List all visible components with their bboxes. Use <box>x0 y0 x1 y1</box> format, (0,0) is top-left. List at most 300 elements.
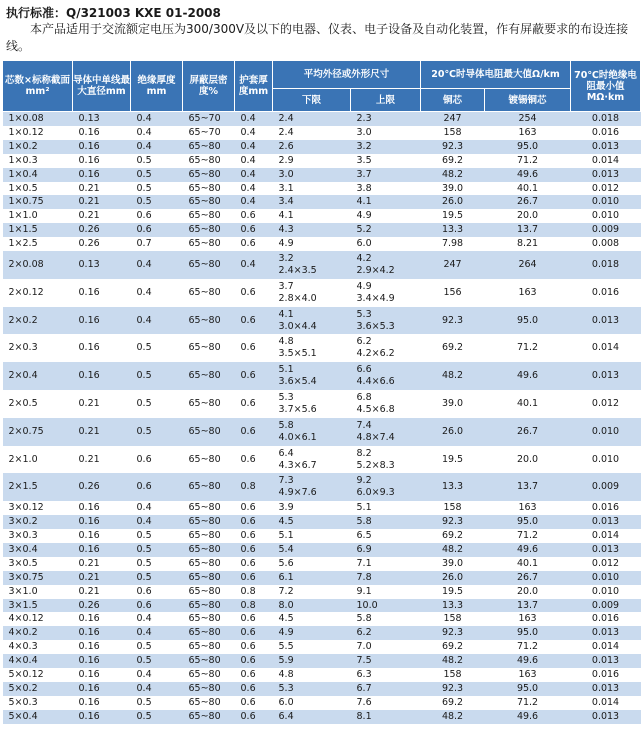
cell-dia: 0.21 <box>73 182 131 196</box>
cell-tcu: 95.0 <box>485 307 571 335</box>
cell-cu: 26.0 <box>421 195 485 209</box>
cell-ir: 0.016 <box>571 279 641 307</box>
cell-cu: 19.5 <box>421 585 485 599</box>
cell-shield: 65~80 <box>183 682 235 696</box>
cell-dia: 0.16 <box>73 140 131 154</box>
cell-up: 7.0 <box>351 640 421 654</box>
cell-spec: 4×0.3 <box>3 640 73 654</box>
cell-spec: 2×0.75 <box>3 418 73 446</box>
cell-dia: 0.16 <box>73 307 131 335</box>
cell-ir: 0.009 <box>571 223 641 237</box>
cell-low: 3.9 <box>273 501 351 515</box>
cell-ir: 0.016 <box>571 612 641 626</box>
table-row <box>3 473 641 501</box>
table-row <box>3 182 641 196</box>
cell-shield: 65~80 <box>183 182 235 196</box>
cell-low-flat: 3.6×5.4 <box>278 376 317 388</box>
cell-low: 4.9 <box>273 237 351 251</box>
cell-ins: 0.5 <box>131 557 183 571</box>
cell-cu: 48.2 <box>421 654 485 668</box>
cell-shield: 65~80 <box>183 612 235 626</box>
cell-sheath: 0.6 <box>235 223 273 237</box>
cell-dia: 0.16 <box>73 501 131 515</box>
table-row <box>3 612 641 626</box>
cell-spec: 1×2.5 <box>3 237 73 251</box>
table-row <box>3 279 641 307</box>
cell-low-round: 7.3 <box>278 475 294 487</box>
cell-sheath: 0.4 <box>235 126 273 140</box>
cell-spec: 1×0.2 <box>3 140 73 154</box>
cell-ir: 0.013 <box>571 168 641 182</box>
cell-dia: 0.16 <box>73 515 131 529</box>
cell-low-round: 5.8 <box>278 419 294 431</box>
table-row <box>3 599 641 613</box>
cell-low-round: 3.7 <box>278 280 294 292</box>
cell-tcu: 163 <box>485 612 571 626</box>
cell-ins: 0.4 <box>131 612 183 626</box>
cell-cu: 39.0 <box>421 557 485 571</box>
cell-spec: 2×1.5 <box>3 473 73 501</box>
cell-low-round: 3.2 <box>278 252 294 264</box>
cell-low <box>273 390 351 418</box>
cell-tcu: 8.21 <box>485 237 571 251</box>
cell-shield: 65~80 <box>183 390 235 418</box>
cell-up-round: 4.9 <box>356 280 372 292</box>
table-row <box>3 209 641 223</box>
cell-dia: 0.21 <box>73 557 131 571</box>
table-row <box>3 362 641 390</box>
cell-up: 5.8 <box>351 612 421 626</box>
cell-up: 5.2 <box>351 223 421 237</box>
cell-ir: 0.018 <box>571 112 641 126</box>
cell-sheath: 0.6 <box>235 654 273 668</box>
cell-ins: 0.7 <box>131 237 183 251</box>
cell-tcu: 40.1 <box>485 390 571 418</box>
cell-cu: 13.3 <box>421 599 485 613</box>
cell-sheath: 0.6 <box>235 571 273 585</box>
cell-low: 5.6 <box>273 557 351 571</box>
cell-low: 5.5 <box>273 640 351 654</box>
cell-ir: 0.013 <box>571 543 641 557</box>
cell-spec: 1×0.75 <box>3 195 73 209</box>
cell-cu: 158 <box>421 668 485 682</box>
cell-up <box>351 418 421 446</box>
cell-ins: 0.5 <box>131 529 183 543</box>
cell-up: 3.5 <box>351 154 421 168</box>
cell-ir: 0.014 <box>571 696 641 710</box>
cell-ins: 0.4 <box>131 501 183 515</box>
cell-dia: 0.26 <box>73 473 131 501</box>
table-row <box>3 223 641 237</box>
cell-tcu: 40.1 <box>485 557 571 571</box>
cell-up <box>351 362 421 390</box>
cell-dia: 0.16 <box>73 654 131 668</box>
table-row <box>3 696 641 710</box>
cell-tcu: 49.6 <box>485 168 571 182</box>
cell-sheath: 0.6 <box>235 515 273 529</box>
cell-low: 5.3 <box>273 682 351 696</box>
cell-up: 3.7 <box>351 168 421 182</box>
cell-shield: 65~80 <box>183 223 235 237</box>
table-row <box>3 307 641 335</box>
cell-up: 8.1 <box>351 710 421 724</box>
cell-low: 5.9 <box>273 654 351 668</box>
table-row <box>3 154 641 168</box>
cell-cu: 26.0 <box>421 418 485 446</box>
cell-tcu: 163 <box>485 126 571 140</box>
cell-up: 7.1 <box>351 557 421 571</box>
cell-tcu: 163 <box>485 668 571 682</box>
header-resistance-group: 20℃时导体电阻最大值Ω/km <box>421 61 571 89</box>
cell-spec: 3×1.5 <box>3 599 73 613</box>
table-row <box>3 640 641 654</box>
cell-cu: 48.2 <box>421 168 485 182</box>
cell-sheath: 0.6 <box>235 557 273 571</box>
cell-ins: 0.4 <box>131 279 183 307</box>
cell-spec: 4×0.12 <box>3 612 73 626</box>
cell-tcu: 40.1 <box>485 182 571 196</box>
cell-ins: 0.6 <box>131 473 183 501</box>
cell-low-flat: 3.5×5.1 <box>278 348 317 360</box>
cell-up-round: 8.2 <box>356 447 372 459</box>
table-row <box>3 543 641 557</box>
cell-cu: 247 <box>421 112 485 126</box>
cell-spec: 1×1.5 <box>3 223 73 237</box>
cell-ins: 0.5 <box>131 571 183 585</box>
cell-low-flat: 4.3×6.7 <box>278 459 317 471</box>
table-row <box>3 571 641 585</box>
cell-up-round: 9.2 <box>356 475 372 487</box>
table-row <box>3 195 641 209</box>
cell-low <box>273 446 351 474</box>
cell-tcu: 95.0 <box>485 515 571 529</box>
cell-ir: 0.018 <box>571 251 641 279</box>
cell-ins: 0.6 <box>131 209 183 223</box>
cell-tcu: 20.0 <box>485 209 571 223</box>
cell-dia: 0.21 <box>73 390 131 418</box>
cell-cu: 19.5 <box>421 209 485 223</box>
spec-table <box>2 60 641 724</box>
cell-ir: 0.012 <box>571 557 641 571</box>
cell-shield: 65~80 <box>183 626 235 640</box>
cell-ins: 0.4 <box>131 682 183 696</box>
cell-tcu: 95.0 <box>485 140 571 154</box>
cell-spec: 3×0.5 <box>3 557 73 571</box>
cell-sheath: 0.4 <box>235 251 273 279</box>
cell-low: 6.0 <box>273 696 351 710</box>
cell-shield: 65~80 <box>183 279 235 307</box>
cell-ins: 0.5 <box>131 640 183 654</box>
cell-dia: 0.21 <box>73 571 131 585</box>
cell-ins: 0.5 <box>131 334 183 362</box>
cell-spec: 2×0.12 <box>3 279 73 307</box>
cell-low <box>273 418 351 446</box>
cell-sheath: 0.4 <box>235 182 273 196</box>
cell-shield: 65~80 <box>183 585 235 599</box>
cell-up: 5.1 <box>351 501 421 515</box>
table-body <box>3 112 641 724</box>
cell-sheath: 0.6 <box>235 501 273 515</box>
table-row <box>3 626 641 640</box>
cell-sheath: 0.6 <box>235 696 273 710</box>
cell-shield: 65~80 <box>183 418 235 446</box>
cell-dia: 0.16 <box>73 279 131 307</box>
cell-dia: 0.16 <box>73 126 131 140</box>
cell-dia: 0.16 <box>73 154 131 168</box>
cell-tcu: 13.7 <box>485 223 571 237</box>
cell-up: 10.0 <box>351 599 421 613</box>
intro-text-content: 本产品适用于交流额定电压为300/300V及以下的电器、仪表、电子设备及自动化装置，作有屏蔽要求的布设连接线。 <box>6 22 629 53</box>
cell-dia: 0.16 <box>73 168 131 182</box>
cell-ins: 0.4 <box>131 140 183 154</box>
cell-up: 6.0 <box>351 237 421 251</box>
cell-tcu: 13.7 <box>485 599 571 613</box>
cell-cu: 13.3 <box>421 223 485 237</box>
cell-cu: 156 <box>421 279 485 307</box>
cell-ins: 0.5 <box>131 418 183 446</box>
cell-low: 2.4 <box>273 126 351 140</box>
cell-tcu: 71.2 <box>485 154 571 168</box>
cell-sheath: 0.6 <box>235 446 273 474</box>
cell-ins: 0.6 <box>131 223 183 237</box>
cell-dia: 0.26 <box>73 223 131 237</box>
cell-ir: 0.010 <box>571 418 641 446</box>
cell-ir: 0.010 <box>571 585 641 599</box>
cell-cu: 69.2 <box>421 334 485 362</box>
cell-low: 4.8 <box>273 668 351 682</box>
cell-up: 6.2 <box>351 626 421 640</box>
cell-up-round: 7.4 <box>356 419 372 431</box>
cell-spec: 2×0.4 <box>3 362 73 390</box>
cell-dia: 0.16 <box>73 362 131 390</box>
cell-ir: 0.013 <box>571 307 641 335</box>
cell-low-flat: 3.7×5.6 <box>278 403 317 415</box>
cell-cu: 158 <box>421 612 485 626</box>
cell-low: 4.5 <box>273 612 351 626</box>
cell-ins: 0.4 <box>131 251 183 279</box>
cell-up <box>351 307 421 335</box>
cell-dia: 0.16 <box>73 696 131 710</box>
table-row <box>3 515 641 529</box>
cell-dia: 0.16 <box>73 543 131 557</box>
header-copper: 铜芯 <box>421 89 485 112</box>
cell-sheath: 0.6 <box>235 237 273 251</box>
table-row <box>3 168 641 182</box>
cell-spec: 3×0.2 <box>3 515 73 529</box>
cell-tcu: 49.6 <box>485 543 571 557</box>
cell-tcu: 264 <box>485 251 571 279</box>
cell-low-flat: 4.0×6.1 <box>278 431 317 443</box>
cell-cu: 158 <box>421 126 485 140</box>
cell-tcu: 95.0 <box>485 626 571 640</box>
cell-up <box>351 390 421 418</box>
cell-spec: 2×0.2 <box>3 307 73 335</box>
cell-low: 2.4 <box>273 112 351 126</box>
cell-dia: 0.26 <box>73 599 131 613</box>
standard-title: 执行标准：Q/321003 KXE 01-2008 <box>6 6 221 20</box>
cell-cu: 26.0 <box>421 571 485 585</box>
cell-cu: 7.98 <box>421 237 485 251</box>
cell-shield: 65~80 <box>183 473 235 501</box>
cell-spec: 3×0.4 <box>3 543 73 557</box>
cell-up: 2.3 <box>351 112 421 126</box>
table-row <box>3 418 641 446</box>
cell-low: 4.5 <box>273 515 351 529</box>
cell-spec: 5×0.2 <box>3 682 73 696</box>
cell-ins: 0.5 <box>131 154 183 168</box>
cell-tcu: 26.7 <box>485 195 571 209</box>
cell-dia: 0.16 <box>73 626 131 640</box>
table-row <box>3 126 641 140</box>
cell-low: 3.0 <box>273 168 351 182</box>
cell-ir: 0.010 <box>571 195 641 209</box>
table-row <box>3 710 641 724</box>
cell-up: 9.1 <box>351 585 421 599</box>
cell-cu: 92.3 <box>421 515 485 529</box>
cell-dia: 0.21 <box>73 195 131 209</box>
cell-up: 6.3 <box>351 668 421 682</box>
cell-shield: 65~80 <box>183 543 235 557</box>
table-row <box>3 585 641 599</box>
cell-low: 6.1 <box>273 571 351 585</box>
cell-tcu: 95.0 <box>485 682 571 696</box>
cell-tcu: 254 <box>485 112 571 126</box>
cell-shield: 65~80 <box>183 334 235 362</box>
cell-cu: 247 <box>421 251 485 279</box>
cell-shield: 65~80 <box>183 640 235 654</box>
cell-up: 7.6 <box>351 696 421 710</box>
cell-spec: 5×0.3 <box>3 696 73 710</box>
cell-up-flat: 4.5×6.8 <box>356 403 395 415</box>
cell-low-round: 4.1 <box>278 308 294 320</box>
cell-sheath: 0.6 <box>235 710 273 724</box>
cell-up-round: 6.6 <box>356 364 372 376</box>
cell-ir: 0.013 <box>571 626 641 640</box>
cell-shield: 65~70 <box>183 112 235 126</box>
cell-spec: 1×0.12 <box>3 126 73 140</box>
cell-up <box>351 473 421 501</box>
cell-low: 2.6 <box>273 140 351 154</box>
cell-tcu: 13.7 <box>485 473 571 501</box>
cell-low: 5.1 <box>273 529 351 543</box>
cell-shield: 65~80 <box>183 168 235 182</box>
cell-sheath: 0.6 <box>235 682 273 696</box>
cell-low-flat: 4.9×7.6 <box>278 487 317 499</box>
table-row <box>3 501 641 515</box>
cell-up-flat: 4.8×7.4 <box>356 431 395 443</box>
cell-ir: 0.012 <box>571 390 641 418</box>
intro-text <box>6 21 636 55</box>
cell-ir: 0.016 <box>571 126 641 140</box>
cell-low: 4.3 <box>273 223 351 237</box>
cell-low: 8.0 <box>273 599 351 613</box>
cell-dia: 0.13 <box>73 251 131 279</box>
cell-cu: 48.2 <box>421 362 485 390</box>
cell-sheath: 0.6 <box>235 626 273 640</box>
cell-ir: 0.016 <box>571 501 641 515</box>
cell-ins: 0.5 <box>131 168 183 182</box>
cell-ir: 0.010 <box>571 571 641 585</box>
cell-spec: 2×1.0 <box>3 446 73 474</box>
cell-shield: 65~80 <box>183 668 235 682</box>
cell-spec: 1×1.0 <box>3 209 73 223</box>
cell-spec: 4×0.4 <box>3 654 73 668</box>
cell-low-round: 6.4 <box>278 447 294 459</box>
table-row <box>3 140 641 154</box>
cell-cu: 48.2 <box>421 543 485 557</box>
cell-ins: 0.5 <box>131 390 183 418</box>
cell-shield: 65~80 <box>183 154 235 168</box>
cell-ins: 0.6 <box>131 446 183 474</box>
cell-ir: 0.013 <box>571 682 641 696</box>
cell-up: 4.1 <box>351 195 421 209</box>
cell-sheath: 0.4 <box>235 140 273 154</box>
cell-shield: 65~80 <box>183 599 235 613</box>
cell-tcu: 20.0 <box>485 446 571 474</box>
cell-cu: 39.0 <box>421 390 485 418</box>
cell-sheath: 0.6 <box>235 362 273 390</box>
cell-ir: 0.013 <box>571 362 641 390</box>
cell-shield: 65~80 <box>183 209 235 223</box>
cell-up: 4.9 <box>351 209 421 223</box>
cell-sheath: 0.4 <box>235 112 273 126</box>
cell-cu: 69.2 <box>421 696 485 710</box>
cell-dia: 0.16 <box>73 612 131 626</box>
cell-shield: 65~80 <box>183 237 235 251</box>
cell-ir: 0.008 <box>571 237 641 251</box>
cell-up-round: 6.8 <box>356 391 372 403</box>
cell-sheath: 0.6 <box>235 209 273 223</box>
table-row <box>3 682 641 696</box>
cell-up: 6.7 <box>351 682 421 696</box>
cell-dia: 0.21 <box>73 418 131 446</box>
cell-tcu: 49.6 <box>485 654 571 668</box>
cell-tcu: 163 <box>485 501 571 515</box>
cell-ir: 0.013 <box>571 710 641 724</box>
cell-shield: 65~80 <box>183 362 235 390</box>
header-insulation: 绝缘厚度mm <box>131 61 183 112</box>
cell-spec: 5×0.4 <box>3 710 73 724</box>
cell-ins: 0.4 <box>131 126 183 140</box>
cell-sheath: 0.6 <box>235 418 273 446</box>
cell-spec: 1×0.08 <box>3 112 73 126</box>
cell-ins: 0.4 <box>131 626 183 640</box>
cell-low <box>273 251 351 279</box>
cell-up-flat: 2.9×4.2 <box>356 264 395 276</box>
cell-up: 7.5 <box>351 654 421 668</box>
cell-low: 4.9 <box>273 626 351 640</box>
table-row <box>3 334 641 362</box>
cell-shield: 65~80 <box>183 696 235 710</box>
cell-low-round: 4.8 <box>278 336 294 348</box>
cell-tcu: 163 <box>485 279 571 307</box>
table-row <box>3 668 641 682</box>
cell-cu: 92.3 <box>421 626 485 640</box>
cell-sheath: 0.4 <box>235 154 273 168</box>
cell-shield: 65~80 <box>183 307 235 335</box>
table-row <box>3 112 641 126</box>
cell-tcu: 26.7 <box>485 418 571 446</box>
header-od-upper: 上限 <box>351 89 421 112</box>
table-row <box>3 237 641 251</box>
cell-up: 6.5 <box>351 529 421 543</box>
cell-up <box>351 251 421 279</box>
cell-low-round: 5.1 <box>278 364 294 376</box>
cell-shield: 65~70 <box>183 126 235 140</box>
cell-low-flat: 2.4×3.5 <box>278 264 317 276</box>
cell-spec: 1×0.4 <box>3 168 73 182</box>
header-od-lower: 下限 <box>273 89 351 112</box>
